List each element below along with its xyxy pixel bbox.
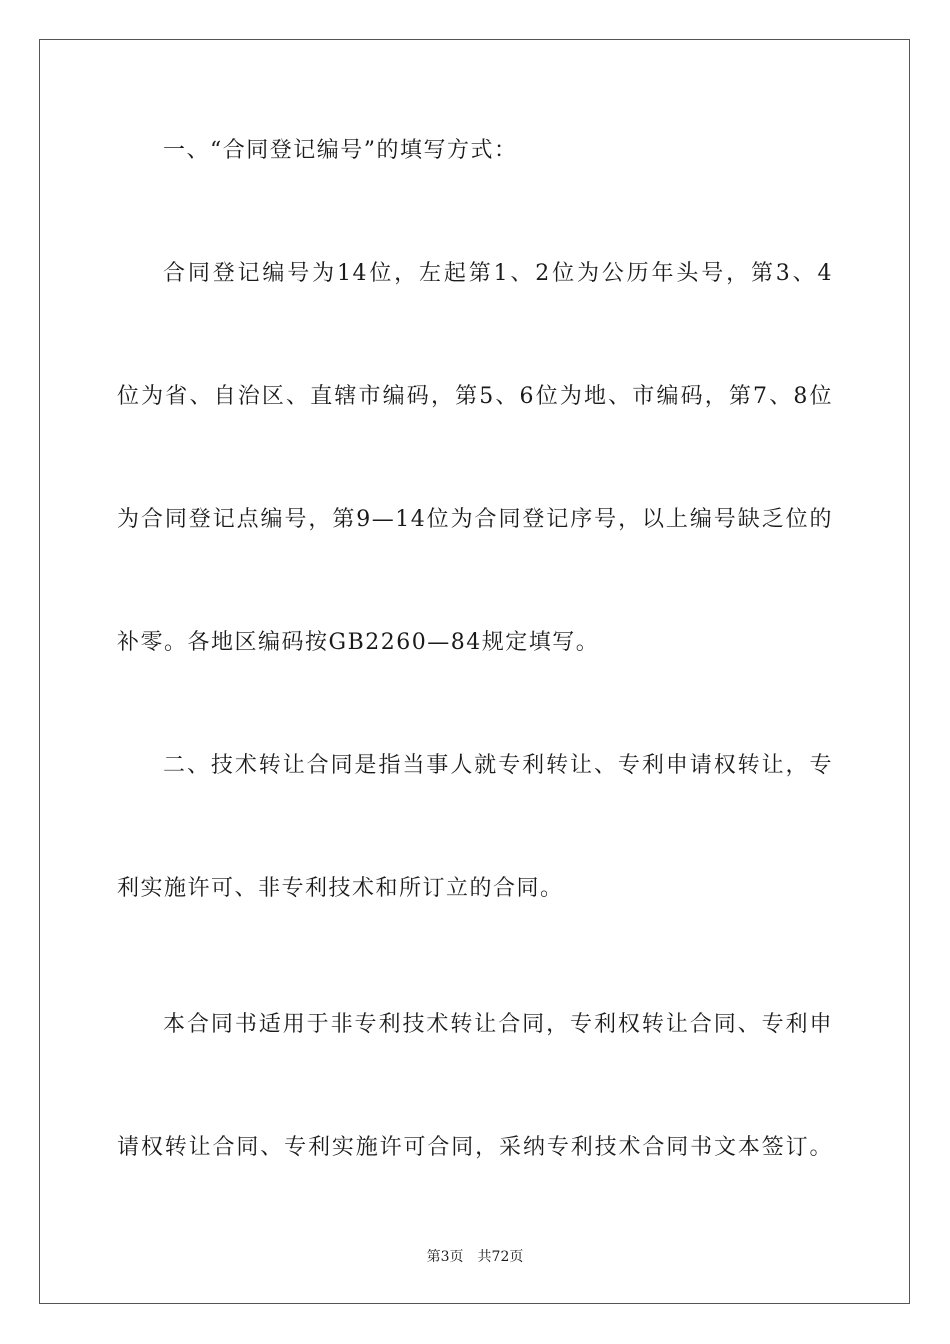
section-two-line: 二、技术转让合同是指当事人就专利转让、专利申请权转让，专 <box>163 753 833 778</box>
page-frame <box>39 39 910 1304</box>
paragraph-line: 位为省、自治区、直辖市编码，第5、6位为地、市编码，第7、8位 <box>117 384 833 409</box>
page-footer <box>0 1247 950 1267</box>
page-number: 第3页 <box>426 1249 464 1265</box>
paragraph-line: 利实施许可、非专利技术和所订立的合同。 <box>117 876 564 901</box>
paragraph-line: 请权转让合同、专利实施许可合同，采纳专利技术合同书文本签订。 <box>117 1135 833 1160</box>
section-one-heading: 一、“合同登记编号”的填写方式： <box>163 138 518 163</box>
page-total: 共72页 <box>477 1249 524 1265</box>
paragraph-line: 为合同登记点编号，第9—14位为合同登记序号，以上编号缺乏位的 <box>117 507 833 532</box>
paragraph-line: 合同登记编号为14位，左起第1、2位为公历年头号，第3、4 <box>163 261 833 286</box>
paragraph-line: 本合同书适用于非专利技术转让合同，专利权转让合同、专利申 <box>163 1012 833 1037</box>
paragraph-line: 补零。各地区编码按GB2260—84规定填写。 <box>117 630 600 655</box>
